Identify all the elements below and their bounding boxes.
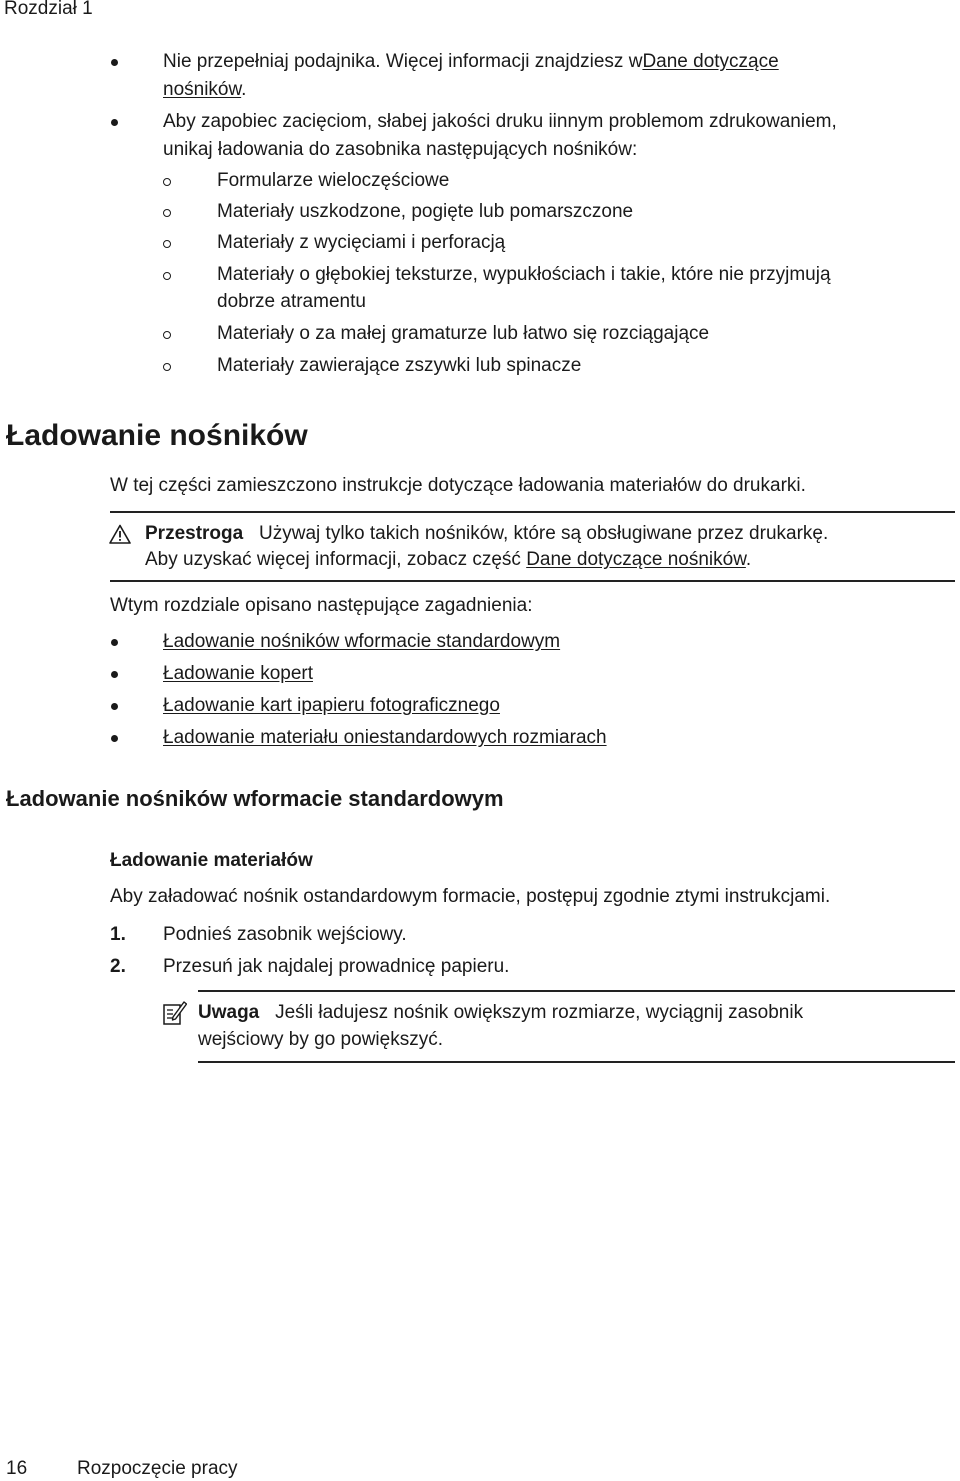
section-heading-standard-media: Ładowanie nośników wformacie standardowym: [6, 786, 504, 811]
footer-title: Rozpoczęcie pracy: [77, 1458, 238, 1479]
note-label: Uwaga: [198, 1002, 260, 1023]
chapter-header: Rozdział 1: [4, 0, 93, 19]
bullet-icon: [111, 703, 118, 710]
sub-list-item-cont: dobrze atramentu: [217, 291, 366, 312]
topic-link-cards-photo[interactable]: Ładowanie kart ipapieru fotograficznego: [163, 695, 500, 716]
sub-list-item: Materiały o za małej gramaturze lub łatwo się rozciągające: [217, 323, 710, 344]
subheading-loading-materials: Ładowanie materiałów: [110, 850, 313, 871]
sub-bullet-icon: [163, 178, 171, 186]
note-pencil-icon: [163, 1000, 187, 1026]
page-number: 16: [6, 1458, 28, 1479]
step-text: Podnieś zasobnik wejściowy.: [163, 924, 407, 945]
caution-top-rule: [110, 511, 955, 513]
bullet-icon: [111, 671, 118, 678]
caution-bottom-rule: [110, 580, 955, 582]
sub-list-item: Materiały o głębokiej teksturze, wypukłościach i takie, które nie przyjmują: [217, 264, 831, 285]
list-item-cont: unikaj ładowania do zasobnika następujących nośników:: [163, 139, 638, 160]
bullet-icon: [111, 639, 118, 646]
list-item-cont: nośników.: [163, 79, 247, 100]
step-text: Przesuń jak najdalej prowadnicę papieru.: [163, 956, 510, 977]
bullet-icon: [111, 59, 118, 66]
sub-bullet-icon: [163, 272, 171, 280]
sub-bullet-icon: [163, 240, 171, 248]
sub-bullet-icon: [163, 331, 171, 339]
sub-bullet-icon: [163, 209, 171, 217]
step-number: 1.: [110, 924, 126, 945]
media-specs-link[interactable]: Dane dotyczące: [642, 51, 779, 72]
sub-list-item: Materiały uszkodzone, pogięte lub pomarszczone: [217, 201, 634, 222]
section-intro: W tej części zamieszczono instrukcje dotyczące ładowania materiałów do drukarki.: [110, 475, 806, 496]
warning-triangle-icon: [109, 524, 131, 544]
section-heading-loading-media: Ładowanie nośników: [6, 419, 308, 452]
sub-bullet-icon: [163, 363, 171, 371]
sub-list-item: Materiały z wycięciami i perforacją: [217, 232, 506, 253]
media-specs-link-cont[interactable]: nośników: [163, 79, 242, 100]
step-number: 2.: [110, 956, 126, 977]
note-line2: wejściowy by go powiększyć.: [198, 1029, 443, 1050]
topic-link-envelopes[interactable]: Ładowanie kopert: [163, 663, 313, 684]
note-line1: Uwaga Jeśli ładujesz nośnik owiększym rozmiarze, wyciągnij zasobnik: [198, 1002, 804, 1023]
note-top-rule: [198, 990, 955, 992]
sub-list-item: Materiały zawierające zszywki lub spinacze: [217, 355, 582, 376]
sub-list-item: Formularze wieloczęściowe: [217, 170, 450, 191]
list-item: Nie przepełniaj podajnika. Więcej informacji znajdziesz wDane dotyczące: [163, 51, 779, 72]
bullet-icon: [111, 735, 118, 742]
caution-line2: Aby uzyskać więcej informacji, zobacz część Dane dotyczące nośników.: [145, 549, 752, 570]
media-specs-link-caution[interactable]: Dane dotyczące nośników: [526, 549, 746, 570]
topics-intro: Wtym rozdziale opisano następujące zagadnienia:: [110, 595, 533, 616]
list-item: Aby zapobiec zacięciom, słabej jakości druku iinnym problemom zdrukowaniem,: [163, 111, 837, 132]
caution-label: Przestroga: [145, 523, 244, 544]
topic-link-custom-size[interactable]: Ładowanie materiału oniestandardowych rozmiarach: [163, 727, 607, 748]
note-bottom-rule: [198, 1061, 955, 1063]
section2-intro: Aby załadować nośnik ostandardowym formacie, postępuj zgodnie ztymi instrukcjami.: [110, 886, 831, 907]
topic-link-standard-media[interactable]: Ładowanie nośników wformacie standardowym: [163, 631, 561, 652]
bullet-icon: [111, 119, 118, 126]
caution-line1: Przestroga Używaj tylko takich nośników, które są obsługiwane przez drukarkę.: [145, 523, 829, 544]
